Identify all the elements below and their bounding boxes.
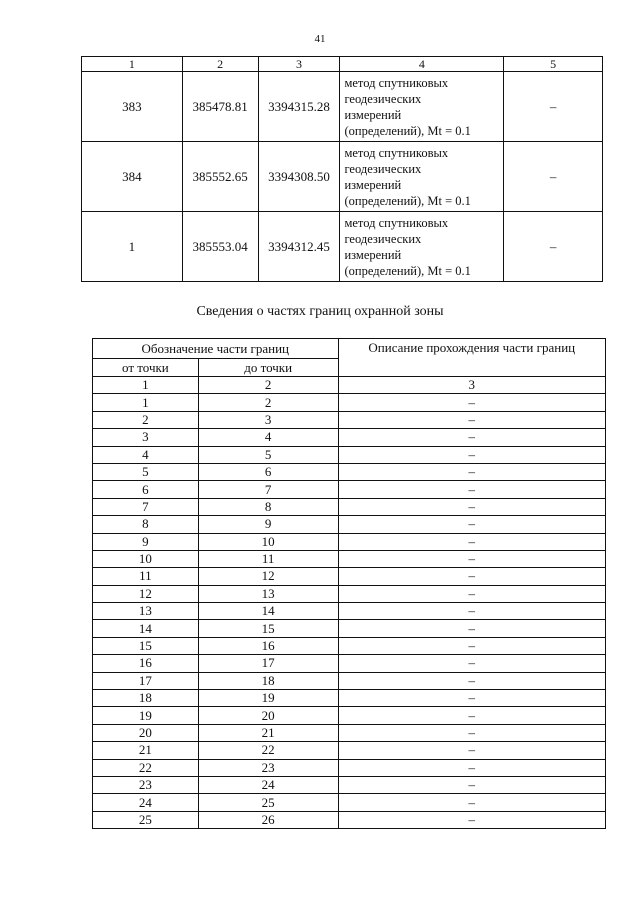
point-number: 384	[82, 142, 183, 212]
measurement-method-line: (определений), Mt = 0.1	[344, 193, 471, 208]
to-point: 20	[198, 707, 338, 724]
from-point-header: от точки	[93, 359, 199, 377]
table-row	[93, 794, 606, 811]
section-title: Сведения о частях границ охранной зоны	[196, 304, 444, 319]
column-number: 3	[258, 57, 340, 72]
boundary-description: –	[338, 776, 605, 793]
coordinate-y: 3394312.45	[258, 212, 340, 282]
measurement-method-line: метод спутниковых	[344, 145, 449, 160]
from-point: 20	[93, 724, 199, 741]
boundary-description: –	[338, 707, 605, 724]
from-point: 13	[93, 603, 199, 620]
to-point: 24	[198, 776, 338, 793]
column-number: 1	[82, 57, 183, 72]
from-point: 21	[93, 742, 199, 759]
boundary-description: –	[338, 690, 605, 707]
measurement-method	[340, 142, 504, 212]
to-point: 23	[198, 759, 338, 776]
measurement-method	[340, 212, 504, 282]
to-point: 16	[198, 637, 338, 654]
boundary-description: –	[338, 603, 605, 620]
table-row	[93, 568, 606, 585]
column-number: 4	[340, 57, 504, 72]
boundary-description: –	[338, 794, 605, 811]
note-cell: –	[504, 72, 603, 142]
from-point: 8	[93, 516, 199, 533]
measurement-method	[340, 72, 504, 142]
to-point: 12	[198, 568, 338, 585]
table-row	[93, 585, 606, 602]
boundary-description: –	[338, 742, 605, 759]
from-point: 3	[93, 429, 199, 446]
from-point: 12	[93, 585, 199, 602]
to-point: 25	[198, 794, 338, 811]
to-point: 3	[198, 411, 338, 428]
from-point: 22	[93, 759, 199, 776]
coordinate-row	[82, 72, 603, 142]
table-row	[93, 776, 606, 793]
boundary-description: –	[338, 429, 605, 446]
boundary-description: –	[338, 411, 605, 428]
coordinate-x: 385478.81	[182, 72, 258, 142]
boundary-description: –	[338, 550, 605, 567]
table-row	[93, 463, 606, 480]
boundary-description: –	[338, 533, 605, 550]
column-number: 2	[182, 57, 258, 72]
table-row	[93, 620, 606, 637]
from-point: 11	[93, 568, 199, 585]
measurement-method-line: метод спутниковых	[344, 75, 449, 90]
table-row	[93, 672, 606, 689]
measurement-method-line: геодезических	[344, 91, 422, 106]
to-point: 15	[198, 620, 338, 637]
table-row	[93, 498, 606, 515]
segments-column-numbers-row	[93, 377, 606, 394]
column-number: 3	[338, 377, 605, 394]
boundary-description: –	[338, 481, 605, 498]
from-point: 4	[93, 446, 199, 463]
table-row	[93, 759, 606, 776]
table-row	[93, 411, 606, 428]
table-row	[93, 690, 606, 707]
boundary-description: –	[338, 463, 605, 480]
to-point: 8	[198, 498, 338, 515]
measurement-method-line: (определений), Mt = 0.1	[344, 123, 471, 138]
to-point: 19	[198, 690, 338, 707]
boundary-description: –	[338, 446, 605, 463]
boundary-description: –	[338, 811, 605, 828]
table-row	[93, 429, 606, 446]
from-point: 1	[93, 394, 199, 411]
to-point: 18	[198, 672, 338, 689]
boundary-description: –	[338, 516, 605, 533]
table-row	[93, 724, 606, 741]
boundary-description-header: Описание прохождения части границ	[338, 339, 605, 377]
boundary-description: –	[338, 620, 605, 637]
column-number: 2	[198, 377, 338, 394]
to-point: 22	[198, 742, 338, 759]
boundary-description: –	[338, 394, 605, 411]
segments-header-row	[93, 339, 606, 359]
measurement-method-line: геодезических	[344, 161, 422, 176]
to-point: 26	[198, 811, 338, 828]
boundary-description: –	[338, 568, 605, 585]
coordinate-row	[82, 212, 603, 282]
to-point: 9	[198, 516, 338, 533]
from-point: 5	[93, 463, 199, 480]
note-cell: –	[504, 212, 603, 282]
table-row	[93, 707, 606, 724]
boundary-part-designation-header: Обозначение части границ	[93, 339, 339, 359]
boundary-description: –	[338, 724, 605, 741]
from-point: 9	[93, 533, 199, 550]
column-number: 5	[504, 57, 603, 72]
from-point: 18	[93, 690, 199, 707]
table-row	[93, 481, 606, 498]
boundary-description: –	[338, 585, 605, 602]
table-row	[93, 742, 606, 759]
from-point: 24	[93, 794, 199, 811]
boundary-description: –	[338, 759, 605, 776]
to-point: 14	[198, 603, 338, 620]
page-number: 41	[314, 33, 326, 45]
coordinates-table	[81, 56, 603, 282]
point-number: 1	[82, 212, 183, 282]
measurement-method-line: (определений), Mt = 0.1	[344, 263, 471, 278]
table-row	[93, 394, 606, 411]
to-point: 17	[198, 655, 338, 672]
boundary-description: –	[338, 655, 605, 672]
boundary-description: –	[338, 672, 605, 689]
to-point: 7	[198, 481, 338, 498]
from-point: 17	[93, 672, 199, 689]
measurement-method-line: геодезических	[344, 231, 422, 246]
point-number: 383	[82, 72, 183, 142]
coordinate-x: 385553.04	[182, 212, 258, 282]
table-row	[93, 655, 606, 672]
boundary-description: –	[338, 498, 605, 515]
coordinate-y: 3394315.28	[258, 72, 340, 142]
to-point-header: до точки	[198, 359, 338, 377]
table-row	[93, 533, 606, 550]
from-point: 6	[93, 481, 199, 498]
table-row	[93, 516, 606, 533]
table-row	[93, 811, 606, 828]
table-row	[93, 550, 606, 567]
table-row	[93, 603, 606, 620]
from-point: 2	[93, 411, 199, 428]
table-row	[93, 446, 606, 463]
to-point: 2	[198, 394, 338, 411]
coordinate-row	[82, 142, 603, 212]
from-point: 7	[93, 498, 199, 515]
measurement-method-line: измерений	[344, 107, 402, 122]
from-point: 15	[93, 637, 199, 654]
from-point: 16	[93, 655, 199, 672]
coordinate-y: 3394308.50	[258, 142, 340, 212]
to-point: 13	[198, 585, 338, 602]
table-row	[93, 637, 606, 654]
to-point: 10	[198, 533, 338, 550]
measurement-method-line: метод спутниковых	[344, 215, 449, 230]
column-number: 1	[93, 377, 199, 394]
note-cell: –	[504, 142, 603, 212]
to-point: 5	[198, 446, 338, 463]
boundary-segments-table	[92, 338, 606, 829]
to-point: 4	[198, 429, 338, 446]
from-point: 10	[93, 550, 199, 567]
from-point: 23	[93, 776, 199, 793]
from-point: 25	[93, 811, 199, 828]
boundary-description: –	[338, 637, 605, 654]
from-point: 14	[93, 620, 199, 637]
to-point: 21	[198, 724, 338, 741]
measurement-method-line: измерений	[344, 247, 402, 262]
coordinates-header-row	[82, 57, 603, 72]
to-point: 6	[198, 463, 338, 480]
from-point: 19	[93, 707, 199, 724]
to-point: 11	[198, 550, 338, 567]
coordinate-x: 385552.65	[182, 142, 258, 212]
measurement-method-line: измерений	[344, 177, 402, 192]
